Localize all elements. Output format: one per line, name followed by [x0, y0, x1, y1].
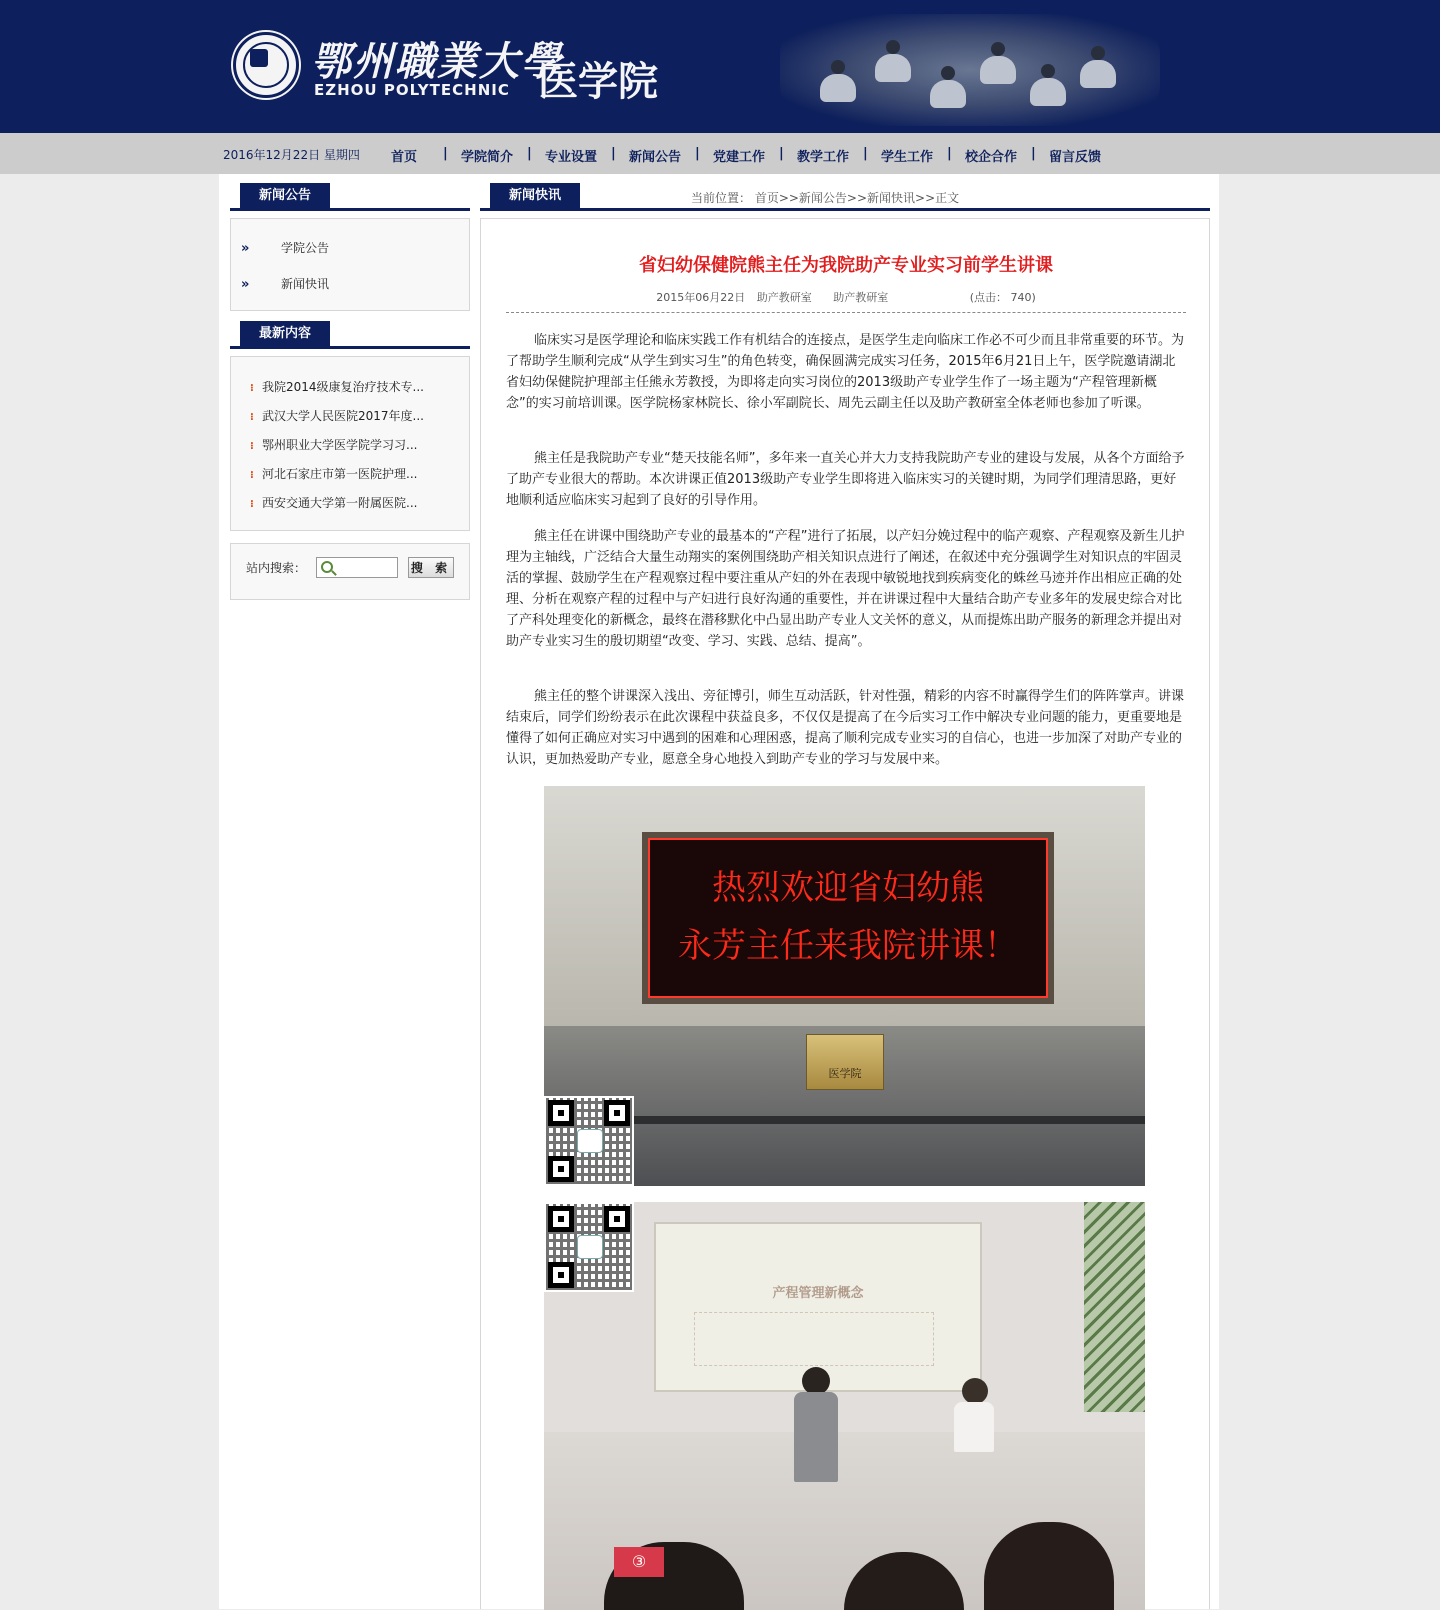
latest-item[interactable] — [250, 436, 417, 453]
nav-separator: | — [947, 146, 952, 161]
bullet-icon: ⁝ — [250, 470, 254, 481]
bullet-icon: ⁝ — [250, 441, 254, 452]
latest-item-link[interactable]: 武汉大学人民医院2017年度... — [262, 409, 424, 423]
current-date: 2016年12月22日 星期四 — [223, 148, 360, 162]
content-section-header — [480, 183, 1210, 211]
article-source: 助产教研室 — [833, 291, 889, 304]
search-icon — [321, 561, 333, 573]
latest-item-link[interactable]: 西安交通大学第一附属医院... — [262, 496, 418, 510]
article-photo-lecture — [544, 1202, 1145, 1610]
search-label: 站内搜索： — [246, 561, 307, 575]
nav-news[interactable]: 新闻公告 — [629, 150, 682, 165]
college-title: 医学院 — [538, 59, 658, 105]
qr-code-icon — [544, 1096, 634, 1186]
news-section-header — [230, 183, 470, 211]
bullet-icon: ⁝ — [250, 499, 254, 510]
nav-student-work[interactable]: 学生工作 — [881, 150, 934, 165]
latest-item[interactable] — [250, 494, 417, 511]
bullet-icon: ⁝ — [250, 383, 254, 394]
nav-separator: | — [443, 146, 448, 161]
latest-section-header — [230, 321, 470, 349]
header-banner-photo — [780, 14, 1160, 126]
latest-item-link[interactable]: 鄂州职业大学医学院学习习... — [262, 438, 418, 452]
nav-separator: | — [779, 146, 784, 161]
plaque-text: 医学院 — [828, 1067, 862, 1080]
category-label[interactable]: 学院公告 — [281, 241, 330, 255]
article-container — [480, 218, 1210, 1609]
chair-number: ③ — [631, 1552, 647, 1571]
article-date: 2015年06月22日 — [656, 291, 746, 304]
article-paragraph: 熊主任是我院助产专业“楚天技能名师”，多年来一直关心并大力支持我院助产专业的建设与发展，从各个方面给予了助产专业很大的帮助。本次讲课正值2013级助产专业学生即将进入临床实习的关键时期，为同学们理清思路，更好地顺利适应临床实习起到了良好的引导作用。 — [506, 451, 1185, 508]
latest-item-link[interactable]: 河北石家庄市第一医院护理... — [262, 467, 418, 481]
category-list — [230, 218, 470, 311]
nav-cooperation[interactable]: 校企合作 — [965, 150, 1018, 165]
chair-number-sign — [614, 1547, 664, 1577]
search-button[interactable]: 搜 索 — [408, 557, 454, 578]
article-paragraph: 熊主任的整个讲课深入浅出、旁征博引，师生互动活跃，针对性强，精彩的内容不时赢得学生们的阵阵掌声。讲课结束后，同学们纷纷表示在此次课程中获益良多，不仅仅是提高了在今后实习工作中解决专业问题的能力，更重要地是懂得了如何正确应对实习中遇到的困难和心理困惑，提高了顺利完成专业实习的自信心，也进一步加深了对助产专业的认识，更加热爱助产专业，愿意全身心地投入到助产专业的学习与发展中来。 — [506, 689, 1185, 767]
nav-party-work[interactable]: 党建工作 — [713, 150, 766, 165]
article-paragraph: 临床实习是医学理论和临床实践工作有机结合的连接点，是医学生走向临床工作必不可少而且非常重要的环节。为了帮助学生顺利完成“从学生到实习生”的角色转变，确保圆满完成实习任务，2015年6月21日上午，医学院邀请湖北省妇幼保健院护理部主任熊永芳教授，为即将走向实习岗位的2013级助产专业学生作了一场主题为“产程管理新概念”的实习前培训课。医学院杨家林院长、徐小军副院长、周先云副主任以及助产教研室全体老师也参加了听课。 — [506, 333, 1185, 411]
breadcrumb[interactable]: 当前位置： 首页>>新闻公告>>新闻快讯>>正文 — [691, 191, 960, 205]
article-meta — [481, 289, 1211, 305]
led-text-line1: 热烈欢迎省妇幼熊 — [712, 868, 984, 908]
content-section-title: 新闻快讯 — [490, 183, 580, 208]
nav-majors[interactable]: 专业设置 — [545, 150, 598, 165]
latest-item[interactable] — [250, 378, 424, 395]
latest-item[interactable] — [250, 465, 417, 482]
site-header — [0, 0, 1440, 133]
nav-separator: | — [863, 146, 868, 161]
category-item-announcements[interactable] — [241, 239, 329, 256]
university-emblem-icon[interactable] — [233, 32, 299, 98]
university-name-cn[interactable]: 鄂州職業大學 — [311, 38, 563, 85]
article-hits: (点击： 740) — [969, 291, 1036, 304]
article-photo-led-sign — [544, 786, 1145, 1186]
latest-item[interactable] — [250, 407, 424, 424]
latest-item-link[interactable]: 我院2014级康复治疗技术专... — [262, 380, 424, 394]
plaque — [806, 1034, 884, 1090]
nav-home[interactable]: 首页 — [391, 150, 418, 165]
news-section-title: 新闻公告 — [240, 183, 330, 208]
nav-separator: | — [527, 146, 532, 161]
divider — [506, 312, 1186, 313]
led-text-line2: 永芳主任来我院讲课！ — [678, 926, 1018, 966]
category-label[interactable]: 新闻快讯 — [281, 277, 330, 291]
nav-teaching[interactable]: 教学工作 — [797, 150, 850, 165]
nav-separator: | — [1031, 146, 1036, 161]
slide-title: 产程管理新概念 — [772, 1286, 864, 1301]
bullet-icon: ⁝ — [250, 412, 254, 423]
category-item-newsflash[interactable] — [241, 275, 329, 292]
site-search — [230, 543, 470, 600]
latest-list — [230, 356, 470, 531]
nav-feedback[interactable]: 留言反馈 — [1049, 150, 1102, 165]
double-chevron-icon: » — [241, 277, 250, 292]
university-name-en[interactable]: EZHOU POLYTECHNIC — [314, 81, 510, 99]
article-title: 省妇幼保健院熊主任为我院助产专业实习前学生讲课 — [639, 255, 1053, 276]
qr-code-icon — [544, 1202, 634, 1292]
article-paragraph: 熊主任在讲课中围绕助产专业的最基本的“产程”进行了拓展，以产妇分娩过程中的临产观察、产程观察及新生儿护理为主轴线，广泛结合大量生动翔实的案例围绕助产相关知识点进行了阐述，在叙述中充分强调学生对知识点的牢固灵活的掌握、鼓励学生在产程观察过程中要注重从产妇的外在表现中敏锐地找到疾病变化的蛛丝马迹并作出相应正确的处理、分析在观察产程的过程中与产妇进行良好沟通的重要性，并在讲课过程中大量结合助产专业多年的发展史综合对比了产科处理变化的新概念，最终在潜移默化中凸显出助产专业人文关怀的意义，从而提炼出助产服务的新理念并提出对助产专业实习生的殷切期望“改变、学习、实践、总结、提高”。 — [506, 529, 1185, 649]
nav-separator: | — [695, 146, 700, 161]
latest-section-title: 最新内容 — [240, 321, 330, 346]
double-chevron-icon: » — [241, 241, 250, 256]
nav-separator: | — [611, 146, 616, 161]
nav-college-intro[interactable]: 学院简介 — [461, 150, 514, 165]
article-author: 助产教研室 — [756, 291, 812, 304]
